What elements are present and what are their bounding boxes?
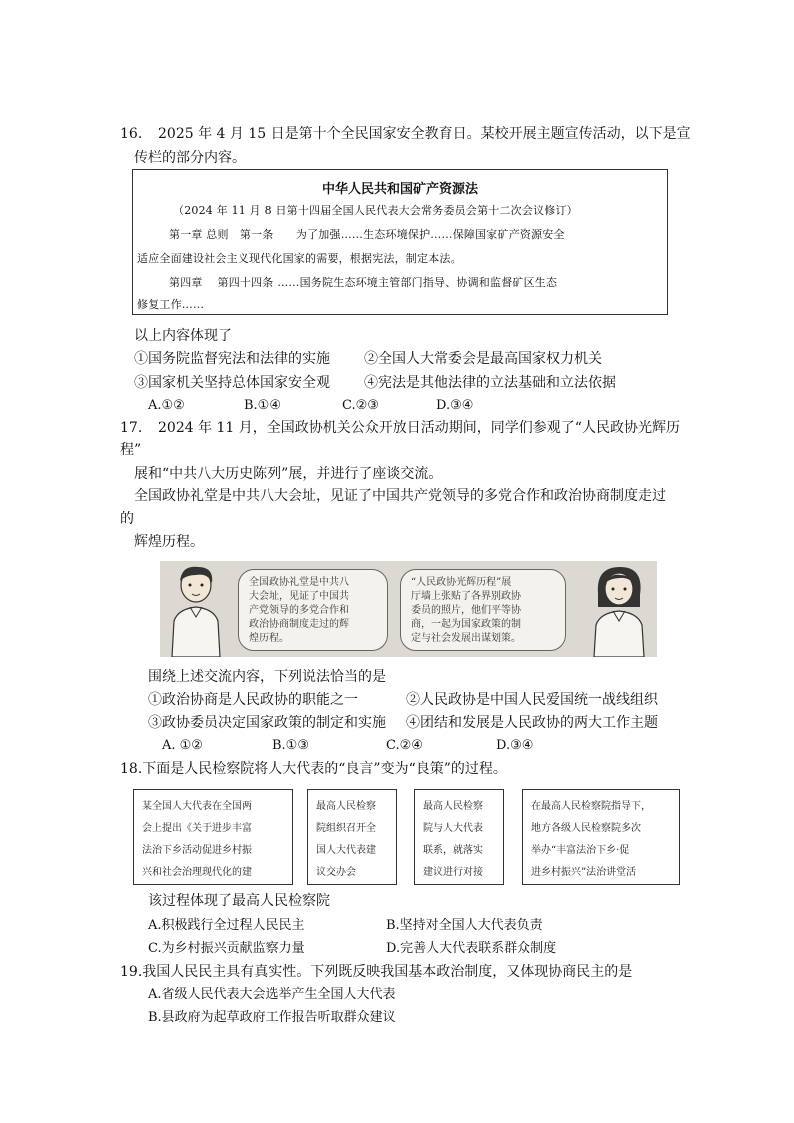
q17-bubble-left (238, 569, 388, 651)
q16-box-p2-line1: 第四章 第四十四条 ……国务院生态环境主管部门指导、协调和监督矿区生态 (169, 276, 558, 289)
flow-box-line: 院组织召开全 (316, 823, 376, 834)
flow-box-line: 进乡村振兴”法治讲堂活 (531, 867, 637, 878)
q16-number: 16. (120, 126, 143, 142)
q17-number: 17. (120, 420, 143, 436)
girl-figure-icon (584, 563, 654, 657)
q18-stem: 18.下面是人民检察院将人大代表的“良言”变为“良策”的过程。 (120, 761, 507, 777)
q17-option-b: B.①③ (272, 738, 309, 753)
bubble-left-line: 煌历程。 (249, 633, 289, 644)
bubble-left-line: 产党领导的多党合作和 (249, 605, 349, 616)
flow-box-line: 地方各级人民检察院多次 (531, 823, 641, 834)
q16-statement-3: ③国家机关坚持总体国家安全观 (134, 375, 330, 391)
q17-option-c: C.②④ (386, 738, 423, 753)
flow-box-line: 院与人大代表 (423, 823, 483, 834)
flow-box-line: 联系，就落实 (423, 845, 483, 856)
bubble-left-line: 政治协商制度走过的辉 (249, 619, 349, 630)
q18-option-b: B.坚持对全国人大代表负责 (386, 918, 543, 933)
q16-statement-1: ①国务院监督宪法和法律的实施 (134, 351, 330, 367)
q16-box-p1-line1: 第一章 总则 第一条 为了加强……生态环境保护……保障国家矿产资源安全 (169, 228, 565, 241)
bubble-right-line: 委员的照片，他们平等协 (411, 605, 521, 616)
flow-box-line: 会上提出《关于进步丰富 (142, 823, 252, 834)
q16-prompt: 以上内容体现了 (134, 328, 232, 344)
q18-flow-box-2 (307, 789, 397, 885)
q18-prompt: 该过程体现了最高人民检察院 (148, 893, 330, 909)
q17-stem-line5: 的 (120, 511, 134, 527)
boy-figure-icon (164, 563, 230, 657)
q17-stem-line3: 展和“中共八大历史陈列”展，并进行了座谈交流。 (134, 466, 443, 482)
q16-box-p1-line2: 适应全面建设社会主义现代化国家的需要，根据宪法，制定本法。 (137, 252, 462, 265)
q17-statement-4: ④团结和发展是人民政协的两大工作主题 (406, 715, 658, 731)
q17-prompt: 围绕上述交流内容，下列说法恰当的是 (148, 669, 386, 685)
flow-box-line: 在最高人民检察院指导下， (531, 801, 651, 812)
bubble-right-line: 厅墙上张贴了各界别政协 (411, 591, 521, 602)
flow-box-line: 举办“丰富法治下乡·促 (531, 845, 630, 856)
q18-flow-box-1 (133, 789, 293, 885)
q16-option-a: A.①② (148, 398, 185, 413)
q16-statement-4: ④宪法是其他法律的立法基础和立法依据 (364, 375, 616, 391)
q16-option-c: C.②③ (342, 398, 379, 413)
q16-box-subtitle: （2024 年 11 月 8 日第十四届全国人民代表大会常务委员会第十二次会议修订） (173, 204, 578, 217)
q17-statement-3: ③政协委员决定国家政策的制定和实施 (148, 715, 386, 731)
q16-box-title: 中华人民共和国矿产资源法 (321, 182, 478, 197)
flow-box-line: 某全国人大代表在全国两 (142, 801, 252, 812)
q16-box-p2-line2: 修复工作…… (137, 298, 205, 311)
q17-option-d: D.③④ (496, 738, 534, 753)
q16-stem-line2: 传栏的部分内容。 (134, 150, 246, 166)
q16-stem-line1: 2025 年 4 月 15 日是第十个全民国家安全教育日。某校开展主题宣传活动，以下是宣 (158, 126, 691, 142)
q17-stem-line1: 2024 年 11 月，全国政协机关公众开放日活动期间，同学们参观了“人民政协光辉历 (158, 420, 680, 436)
q17-stem-line4: 全国政协礼堂是中共八大会址，见证了中国共产党领导的多党合作和政治协商制度走过 (134, 488, 666, 504)
flow-box-line: 国人大代表建 (316, 845, 376, 856)
bubble-right-line: “人民政协光辉历程”展 (411, 577, 512, 588)
bubble-left-line: 大会址，见证了中国共 (249, 591, 349, 602)
q18-option-d: D.完善人大代表联系群众制度 (386, 941, 557, 956)
flow-box-line: 议交办会 (316, 867, 356, 878)
q17-statement-2: ②人民政协是中国人民爱国统一战线组织 (406, 692, 658, 708)
q16-option-b: B.①④ (244, 398, 281, 413)
q19-option-a: A.省级人民代表大会选举产生全国人大代表 (148, 987, 396, 1002)
bubble-right-line: 商，一起为国家政策的制 (411, 619, 521, 630)
flow-box-line: 兴和社会治理现代化的建 (142, 867, 252, 878)
flow-box-line: 最高人民检察 (316, 801, 376, 812)
flow-box-line: 建议进行对接 (423, 867, 483, 878)
q17-dialogue-photo (160, 561, 657, 657)
q17-statement-1: ①政治协商是人民政协的职能之一 (148, 692, 358, 708)
q18-option-a: A.积极践行全过程人民民主 (148, 918, 305, 933)
q17-option-a: A. ①② (162, 738, 203, 753)
flow-box-line: 最高人民检察 (423, 801, 483, 812)
q16-option-d: D.③④ (436, 398, 474, 413)
q17-bubble-right (400, 569, 566, 651)
q16-statement-2: ②全国人大常委会是最高国家权力机关 (364, 351, 602, 367)
q16-excerpt-box (132, 169, 668, 315)
q19-stem: 19.我国人民民主具有真实性。下列既反映我国基本政治制度，又体现协商民主的是 (120, 964, 633, 980)
q19-option-b: B.县政府为起草政府工作报告听取群众建议 (148, 1010, 396, 1025)
q18-flow-box-3 (414, 789, 504, 885)
q17-stem-line6: 辉煌历程。 (134, 534, 204, 550)
bubble-left-line: 全国政协礼堂是中共八 (249, 577, 349, 588)
q18-option-c: C.为乡村振兴贡献监察力量 (148, 941, 305, 956)
flow-box-line: 法治下乡活动促进乡村振 (142, 845, 252, 856)
bubble-right-line: 定与社会发展出谋划策。 (411, 633, 521, 644)
q17-stem-line2: 程” (120, 442, 142, 458)
q18-flow-box-4 (522, 789, 680, 885)
